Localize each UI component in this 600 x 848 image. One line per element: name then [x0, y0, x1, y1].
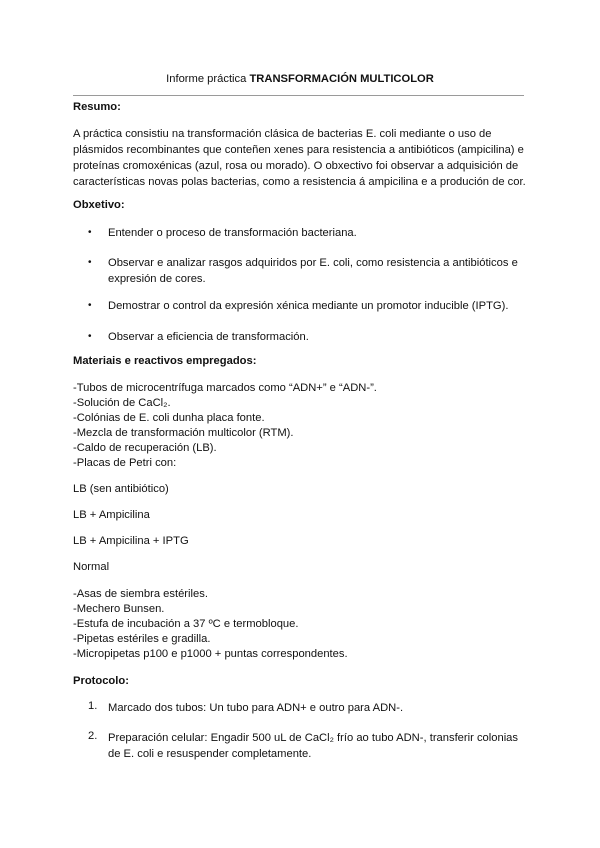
obxetivo-item: Observar e analizar rasgos adquiridos por E. coli, como resistencia a antibióticos e expresión de cores. — [108, 257, 518, 285]
materiais-item: -Caldo de recuperación (LB). — [73, 442, 217, 454]
title-bold: TRANSFORMACIÓN MULTICOLOR — [249, 73, 434, 85]
protocol-step: Marcado dos tubos: Un tubo para ADN+ e outro para ADN-. — [108, 702, 404, 714]
resumo-paragraph: A práctica consistiu na transformación clásica de bacterias E. coli mediante o uso de plásmidos recombinantes que conteñen xenes para resistencia a antibióticos (ampicilina) e proteínas cromoxénicas (azul, rosa ou morado). O obxectivo foi observar a adquisición de características novas polas bacterias, como a resistencia á ampicilina e a produción de cor. — [73, 128, 526, 188]
obxetivo-item: Demostrar o control da expresión xénica mediante un promotor inducible (IPTG). — [108, 300, 509, 312]
obxetivo-heading: Obxetivo: — [73, 199, 125, 211]
document-title — [0, 73, 600, 85]
materiais-item: -Mezcla de transformación multicolor (RTM). — [73, 427, 294, 439]
obxetivo-item: Entender o proceso de transformación bacteriana. — [108, 227, 357, 239]
materiais-item: -Asas de siembra estériles. — [73, 588, 208, 600]
materiais-item: -Colónias de E. coli dunha placa fonte. — [73, 412, 265, 424]
bullet-icon: • — [88, 227, 92, 238]
materiais-item: -Pipetas estériles e gradilla. — [73, 633, 211, 645]
materiais-item: -Estufa de incubación a 37 ºC e termobloque. — [73, 618, 299, 630]
bullet-icon: • — [88, 331, 92, 342]
protocol-step: Preparación celular: Engadir 500 uL de CaCl₂ frío ao tubo ADN-, transferir colonias de E. coli e resuspender completamente. — [108, 732, 518, 760]
materiais-item: -Tubos de microcentrífuga marcados como “ADN+” e “ADN-”. — [73, 382, 377, 394]
materiais-item: -Placas de Petri con: — [73, 457, 177, 469]
plate-type: LB (sen antibiótico) — [73, 483, 169, 495]
bullet-icon: • — [88, 300, 92, 311]
title-divider — [73, 95, 524, 96]
plate-type: LB + Ampicilina — [73, 509, 150, 521]
plate-type: Normal — [73, 561, 110, 573]
materiais-item: -Solución de CaCl₂. — [73, 397, 171, 409]
plate-type: LB + Ampicilina + IPTG — [73, 535, 189, 547]
materiais-item: -Micropipetas p100 e p1000 + puntas correspondentes. — [73, 648, 348, 660]
protocolo-heading: Protocolo: — [73, 675, 129, 687]
materiais-item: -Mechero Bunsen. — [73, 603, 165, 615]
step-number: 2. — [88, 730, 98, 742]
obxetivo-item: Observar a eficiencia de transformación. — [108, 331, 309, 343]
title-prefix: Informe práctica — [166, 73, 250, 85]
resumo-heading: Resumo: — [73, 101, 121, 113]
materiais-heading: Materiais e reactivos empregados: — [73, 355, 257, 367]
bullet-icon: • — [88, 257, 92, 268]
step-number: 1. — [88, 700, 98, 712]
